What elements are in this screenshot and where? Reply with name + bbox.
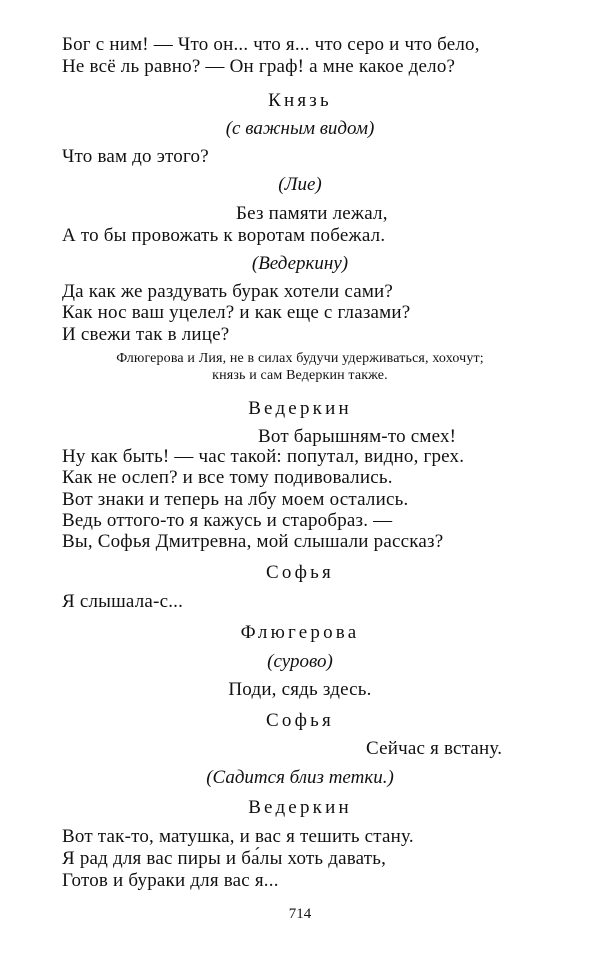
speaker-name: Софья bbox=[266, 710, 334, 731]
page-number: 714 bbox=[288, 906, 312, 922]
verse-line: Вот барышням-то смех! bbox=[258, 426, 457, 447]
stage-direction: (Садится близ тетки.) bbox=[206, 767, 394, 788]
verse-line: А то бы провожать к воротам побежал. bbox=[62, 225, 386, 246]
stage-direction: (с важным видом) bbox=[225, 118, 375, 139]
stage-note: Флюгерова и Лия, не в силах будучи удерживаться, хохочут; bbox=[116, 351, 484, 366]
verse-line: Вот знаки и теперь на лбу моем остались. bbox=[62, 489, 409, 510]
stage-direction: (Ведеркину) bbox=[251, 253, 349, 274]
verse-line: Ведь оттого-то я кажусь и старобраз. — bbox=[62, 510, 393, 531]
verse-line: Вы, Софья Дмитревна, мой слышали рассказ? bbox=[62, 531, 444, 552]
verse-line: Не всё ль равно? — Он граф! а мне какое дело? bbox=[62, 56, 456, 77]
stage-direction: (Лие) bbox=[278, 174, 322, 195]
stage-note: князь и сам Ведеркин также. bbox=[212, 368, 388, 383]
verse-line: Сейчас я встану. bbox=[366, 738, 503, 759]
stage-direction: (сурово) bbox=[267, 651, 333, 672]
verse-line: Бог с ним! — Что он... что я... что серо и что бело, bbox=[62, 34, 480, 55]
speaker-name: Софья bbox=[266, 562, 334, 583]
verse-line: Да как же раздувать бурак хотели сами? bbox=[62, 281, 394, 302]
verse-line: Вот так-то, матушка, и вас я тешить стану. bbox=[62, 826, 414, 847]
verse-line: Без памяти лежал, bbox=[236, 203, 388, 224]
speaker-name: Флюгерова bbox=[240, 622, 360, 643]
verse-line: Я слышала-с... bbox=[62, 591, 184, 612]
verse-line: Ну как быть! — час такой: попутал, видно, грех. bbox=[62, 446, 465, 467]
verse-line: И свежи так в лице? bbox=[62, 324, 230, 345]
speaker-name: Ведеркин bbox=[248, 398, 352, 419]
verse-line: Поди, сядь здесь. bbox=[228, 679, 372, 700]
speaker-name: Ведеркин bbox=[248, 797, 352, 818]
verse-line: Что вам до этого? bbox=[62, 146, 209, 167]
verse-line: Как нос ваш уцелел? и как еще с глазами? bbox=[62, 302, 411, 323]
speaker-name: Князь bbox=[268, 90, 332, 111]
verse-line: Как не ослеп? и все тому подивовались. bbox=[62, 467, 393, 488]
verse-line: Я рад для вас пиры и ба́лы хоть давать, bbox=[62, 848, 387, 869]
verse-line: Готов и бураки для вас я... bbox=[62, 870, 279, 891]
